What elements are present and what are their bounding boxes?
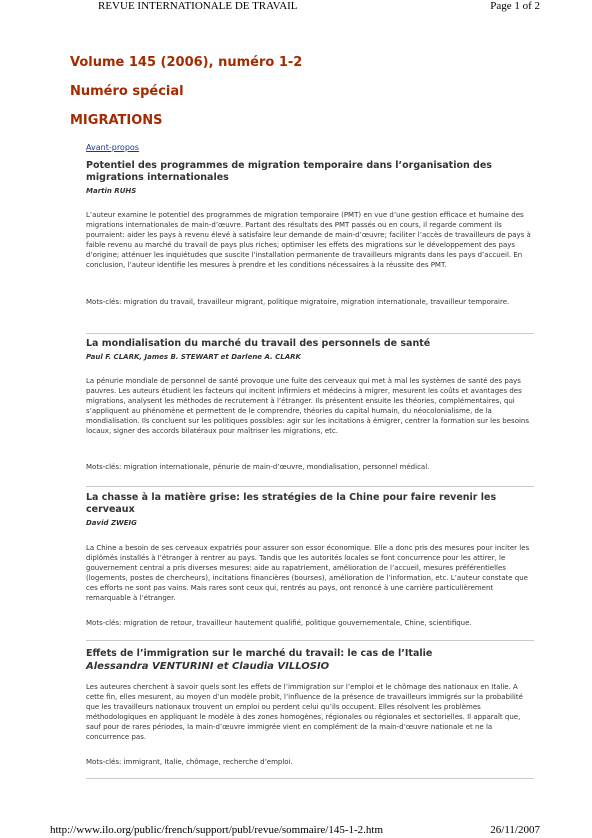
article-2-keywords-block [86,462,534,472]
print-footer-url: http://www.ilo.org/public/french/support/publ/revue/sommaire/145-1-2.htm [50,824,384,836]
article-3-keywords-block [86,618,534,628]
print-header-title: REVUE INTERNATIONALE DE TRAVAIL [98,0,298,12]
article-divider [86,640,534,641]
article-title: Effets de l’immigration sur le marché du travail: le cas de l’Italie [86,648,433,659]
article-4-keywords-block [86,757,534,767]
article-keywords: Mots-clés: immigrant, Italie, chômage, recherche d’emploi. [86,758,293,766]
article-1-keywords-block [86,297,534,307]
article-divider [86,778,534,779]
issue-title-heading: MIGRATIONS [70,113,163,128]
article-1 [86,160,534,196]
print-header-page: Page 1 of 2 [490,0,540,12]
special-issue-heading: Numéro spécial [70,84,184,99]
article-authors: David ZWEIG [86,519,137,527]
article-2 [86,338,534,362]
article-abstract: La pénurie mondiale de personnel de santé provoque une fuite des cerveaux qui met à mal les systèmes de santé des pays pauvres. Les auteurs étudient les facteurs qui incitent infirmiers et médecins à migrer, mesurent les coûts et avantages des migrations, analysent les méthodes de recrutement à l’étranger. Ils présentent ensuite les théories, complémentaires, qui s’appliquent au phénomène et permettent de le comprendre, théories du capital humain, du néocolonialisme, de la mondialisation. Ils concluent sur les politiques possibles: agir sur les incitations à émigrer, centrer la formation sur les besoins locaux, signer des accords bilatéraux pour maîtriser les migrations, etc. [86,377,530,435]
article-divider [86,486,534,487]
article-divider [86,333,534,334]
article-keywords: Mots-clés: migration du travail, travailleur migrant, politique migratoire, migration internationale, travailleur temporaire. [86,298,510,306]
article-abstract: Les auteures cherchent à savoir quels sont les effets de l’immigration sur l’emploi et le chômage des nationaux en Italie. A cette fin, elles mesurent, au moyen d’un modèle probit, l’influence de la présence de travailleurs immigrés sur la probabilité que les travailleurs nationaux trouvent un emploi ou perdent celui qu’ils occupent. Elles résolvent les problèmes méthodologiques en appliquant le modèle à des zones homogènes, régionales ou régionales et sectorielles. Il apparaît que, sauf pour de rares périodes, la main-d’œuvre immigrée vient en complément de la main-d’œuvre nationale et ne la concurrence pas. [86,683,523,741]
article-title: Potentiel des programmes de migration temporaire dans l’organisation des migrations internationales [86,160,492,183]
article-4 [86,648,534,673]
article-authors: Alessandra VENTURINI et Claudia VILLOSIO [86,661,330,672]
article-authors: Paul F. CLARK, James B. STEWART et Darlene A. CLARK [86,353,301,361]
article-authors: Martin RUHS [86,187,137,195]
article-1-abstract-block [86,210,534,270]
article-3-abstract-block [86,543,534,603]
volume-heading: Volume 145 (2006), numéro 1-2 [70,55,303,70]
article-3 [86,492,534,528]
article-title: La mondialisation du marché du travail des personnels de santé [86,338,431,349]
article-abstract: L’auteur examine le potentiel des programmes de migration temporaire (PMT) en vue d’une gestion efficace et humaine des migrations internationales de main-d’œuvre. Partant des résultats des PMT passés ou en cours, il regarde comment ils pourraient: aider les pays à revenu élevé à satisfaire leur demande de main-d’œuvre; faciliter l’accès de travailleurs de pays à faible revenu au marché du travail de pays plus riches; optimiser les effets des migrations sur le développement des pays d’origine; atténuer les inquiétudes que suscite l’installation permanente de travailleurs migrants dans les pays d’accueil. En conclusion, l’auteur identifie les mesures à prendre et les conditions nécessaires à la réussite des PMT. [86,211,531,269]
print-footer-date: 26/11/2007 [490,824,540,836]
print-header [0,0,592,14]
print-footer [0,824,592,838]
article-title: La chasse à la matière grise: les stratégies de la Chine pour faire revenir les cerveaux [86,492,497,515]
article-keywords: Mots-clés: migration de retour, travailleur hautement qualifié, politique gouvernementale, Chine, scientifique. [86,619,472,627]
article-2-abstract-block [86,376,534,436]
article-4-abstract-block [86,682,534,742]
article-keywords: Mots-clés: migration internationale, pénurie de main-d’œuvre, mondialisation, personnel médical. [86,463,430,471]
article-abstract: La Chine a besoin de ses cerveaux expatriés pour assurer son essor économique. Elle a donc pris des mesures pour inciter les diplômés installés à l’étranger à rentrer au pays. Tandis que les autorités locales se font concurrence pour les attirer, le gouvernement central a pris diverses mesures: aide au rapatriement, amélioration de l’accueil, mesures préférentielles (logements, postes de chercheurs), incitations financières (bourses), amélioration de l’information, etc. L’auteur constate que ces efforts ne sont pas vains. Mais rares sont ceux qui, rentrés au pays, ont renoncé à une carrière particulièrement remarquable à l’étranger. [86,544,530,602]
foreword-link[interactable]: Avant-propos [86,143,139,152]
